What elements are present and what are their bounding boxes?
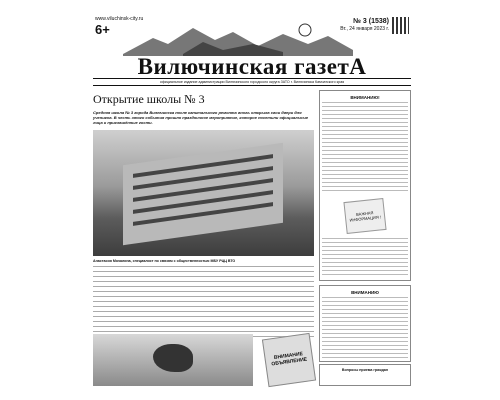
notice-text-2	[322, 297, 408, 359]
notice-image	[262, 333, 316, 387]
notice-box-1	[319, 90, 411, 281]
interior-photo	[93, 334, 253, 386]
newspaper-subtitle: официальное издание администрации Вилючинского городского округа ЗАТО г. Вилючинска Камчатского края	[93, 78, 411, 86]
notice-heading-2: ВНИМАНИЮ	[351, 290, 379, 295]
reception-ad: Вопросы приема граждан	[319, 364, 411, 386]
newspaper-page	[93, 14, 411, 386]
issue-number: № 3 (1538)	[353, 18, 389, 25]
issue-date: Вт., 24 января 2023 г.	[340, 26, 389, 32]
age-rating: 6+	[95, 22, 110, 37]
school-building-photo	[93, 130, 314, 256]
photo-caption: Анастасия Мочалина, специалист по связям с общественностью МБУ РЦЦ ВТО	[93, 259, 236, 263]
article-headline: Открытие школы № 3	[93, 92, 205, 106]
mountains-illustration	[123, 20, 353, 56]
main-article	[93, 90, 314, 340]
article-body	[93, 266, 314, 340]
notice-box-2	[319, 285, 411, 362]
masthead	[93, 14, 411, 86]
notice-text-1b	[322, 238, 408, 278]
notice-heading-1: ВНИМАНИЮ!	[350, 95, 380, 100]
seal-sculpture	[153, 344, 193, 372]
building-shape	[123, 143, 283, 245]
newspaper-title: Вилючинская газетА	[137, 54, 367, 79]
article-lead: Средняя школа № 3 города Вилючинска после капитального ремонта вновь открыла свои двери для учеников. В честь этого события прошло праздничное мероприятие, которое посетили официальные лица и приглашённые гости.	[93, 110, 309, 125]
important-info-note: ВАЖНАЯ ИНФОРМАЦИЯ !	[343, 198, 386, 234]
site-url[interactable]: www.viluchinsk-city.ru	[95, 16, 144, 22]
sidebar	[319, 90, 411, 366]
qr-code-icon[interactable]	[392, 17, 409, 34]
notice-text-1	[322, 102, 408, 194]
notice-image-label: ВНИМАНИЕ ОБЪЯВЛЕНИЕ	[271, 351, 308, 368]
